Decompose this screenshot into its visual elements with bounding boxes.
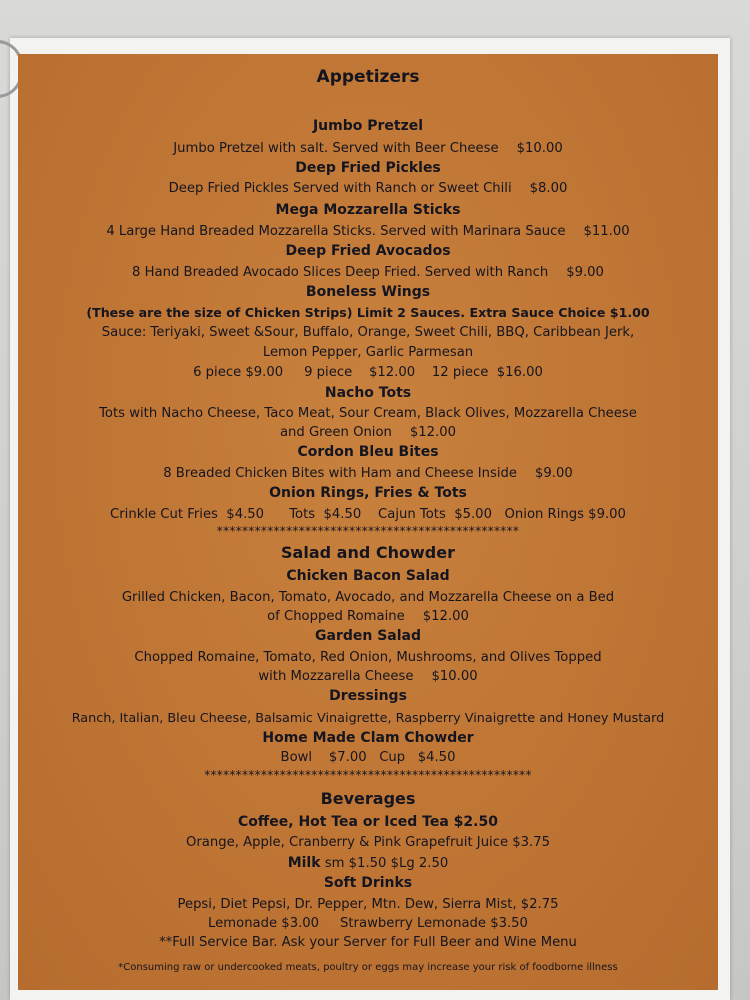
item-price: Crinkle Cut Fries $4.50 Tots $4.50 Cajun Tots $5.00 Onion Rings $9.00 <box>110 507 626 522</box>
item-price: $8.00 <box>529 181 568 196</box>
item-name: Nacho Tots <box>324 385 412 401</box>
item-desc: 8 Hand Breaded Avocado Slices Deep Fried. Served with Ranch $9.00 <box>132 265 604 280</box>
item-name: Jumbo Pretzel <box>312 118 424 134</box>
divider: **************************************************** <box>204 768 532 782</box>
item-name: Deep Fried Avocados <box>285 243 451 259</box>
item-name: Chicken Bacon Salad <box>286 568 450 584</box>
item-price: $11.00 <box>583 224 630 239</box>
item-price: Bowl $7.00 Cup $4.50 <box>280 750 456 765</box>
item-name: Coffee, Hot Tea or Iced Tea $2.50 <box>238 814 498 830</box>
item-price: $10.00 <box>431 669 478 684</box>
item-name: Cordon Bleu Bites <box>297 444 439 460</box>
beverages-title: Beverages <box>320 789 416 808</box>
item-desc: Pepsi, Diet Pepsi, Dr. Pepper, Mtn. Dew, Sierra Mist, $2.75 <box>177 897 559 912</box>
item-name: Deep Fried Pickles <box>295 160 441 176</box>
item-desc: Ranch, Italian, Bleu Cheese, Balsamic Vinaigrette, Raspberry Vinaigrette and Honey Mustard <box>71 711 665 726</box>
item-desc: Lemonade $3.00 Strawberry Lemonade $3.50 <box>208 916 528 931</box>
item-price: $12.00 <box>422 609 469 624</box>
disclaimer: *Consuming raw or undercooked meats, poultry or eggs may increase your risk of foodborne illness <box>118 962 618 973</box>
item-desc: with Mozzarella Cheese $10.00 <box>258 669 478 684</box>
item-desc: Orange, Apple, Cranberry & Pink Grapefruit Juice $3.75 <box>185 835 551 850</box>
item-desc: Jumbo Pretzel with salt. Served with Beer Cheese $10.00 <box>173 141 563 156</box>
item-price: $12.00 <box>409 425 457 440</box>
item-name: Milk <box>287 855 321 871</box>
appetizers-title: Appetizers <box>316 67 420 87</box>
item-name: Soft Drinks <box>323 875 413 891</box>
item-desc: and Green Onion $12.00 <box>279 425 457 440</box>
item-price: $9.00 <box>566 265 604 280</box>
item-desc: Grilled Chicken, Bacon, Tomato, Avocado, and Mozzarella Cheese on a Bed <box>121 590 615 605</box>
milk-line <box>18 854 718 873</box>
item-desc: Lemon Pepper, Garlic Parmesan <box>262 345 474 360</box>
item-desc: 8 Breaded Chicken Bites with Ham and Cheese Inside $9.00 <box>163 466 573 481</box>
divider: ************************************************ <box>216 524 520 538</box>
item-name: Garden Salad <box>315 628 421 644</box>
item-name: Dressings <box>329 688 407 704</box>
item-desc: Tots with Nacho Cheese, Taco Meat, Sour Cream, Black Olives, Mozzarella Cheese <box>99 406 637 421</box>
item-name: Onion Rings, Fries & Tots <box>269 485 467 501</box>
item-name: Mega Mozzarella Sticks <box>275 202 461 218</box>
item-name: Boneless Wings <box>305 284 431 300</box>
salad-title: Salad and Chowder <box>281 543 455 562</box>
item-desc: of Chopped Romaine $12.00 <box>267 609 469 624</box>
item-desc: Sauce: Teriyaki, Sweet &Sour, Buffalo, Orange, Sweet Chili, BBQ, Caribbean Jerk, <box>101 325 635 340</box>
item-note: (These are the size of Chicken Strips) Limit 2 Sauces. Extra Sauce Choice $1.00 <box>86 305 650 320</box>
item-price: sm $1.50 $Lg 2.50 <box>324 856 449 871</box>
item-price: 6 piece $9.00 9 piece $12.00 12 piece $16.00 <box>193 365 543 380</box>
item-desc: 4 Large Hand Breaded Mozzarella Sticks. Served with Marinara Sauce $11.00 <box>106 224 630 239</box>
item-name: Home Made Clam Chowder <box>262 730 474 746</box>
bar-note: **Full Service Bar. Ask your Server for Full Beer and Wine Menu <box>159 935 577 950</box>
item-price: $9.00 <box>535 466 573 481</box>
item-desc: Chopped Romaine, Tomato, Red Onion, Mushrooms, and Olives Topped <box>134 650 602 665</box>
menu-page <box>18 54 718 990</box>
item-desc: Deep Fried Pickles Served with Ranch or Sweet Chili $8.00 <box>168 181 568 196</box>
item-price: $10.00 <box>516 141 563 156</box>
